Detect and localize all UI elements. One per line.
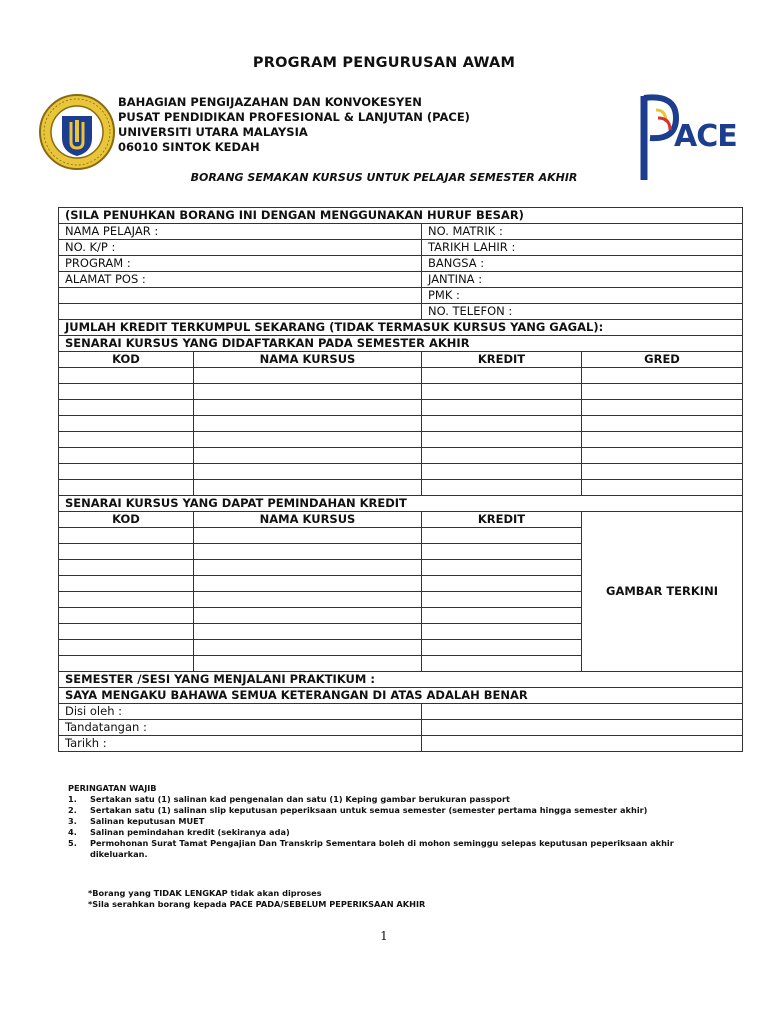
table-row <box>59 448 743 464</box>
no-telefon-field[interactable]: NO. TELEFON : <box>422 304 743 320</box>
section1-title: SENARAI KURSUS YANG DIDAFTARKAN PADA SEMESTER AKHIR <box>59 336 743 352</box>
no-kp-field[interactable]: NO. K/P : <box>59 240 422 256</box>
table-cell[interactable] <box>422 544 582 560</box>
table-row <box>59 368 743 384</box>
col-header-kredit-2: KREDIT <box>422 512 582 528</box>
table-cell[interactable] <box>422 384 582 400</box>
table-cell[interactable] <box>59 592 194 608</box>
bangsa-field[interactable]: BANGSA : <box>422 256 743 272</box>
col-header-kod: KOD <box>59 352 194 368</box>
table-cell[interactable] <box>422 528 582 544</box>
col-header-gred: GRED <box>582 352 743 368</box>
table-row <box>59 464 743 480</box>
header-line-3: UNIVERSITI UTARA MALAYSIA <box>118 125 308 139</box>
section2-title: SENARAI KURSUS YANG DAPAT PEMINDAHAN KREDIT <box>59 496 743 512</box>
table-cell[interactable] <box>194 368 422 384</box>
uum-logo <box>38 92 116 172</box>
no-matrik-field[interactable]: NO. MATRIK : <box>422 224 743 240</box>
page-number: 1 <box>380 929 388 943</box>
table-cell[interactable] <box>59 640 194 656</box>
alamat-pos-line-3[interactable] <box>59 304 422 320</box>
table-cell[interactable] <box>582 480 743 496</box>
table-cell[interactable] <box>422 560 582 576</box>
table-cell[interactable] <box>59 528 194 544</box>
table-cell[interactable] <box>59 464 194 480</box>
col-header-kredit: KREDIT <box>422 352 582 368</box>
table-cell[interactable] <box>59 544 194 560</box>
program-field[interactable]: PROGRAM : <box>59 256 422 272</box>
col-header-nama-kursus-2: NAMA KURSUS <box>194 512 422 528</box>
practicum-field[interactable]: SEMESTER /SESI YANG MENJALANI PRAKTIKUM : <box>59 672 743 688</box>
table-row <box>59 416 743 432</box>
table-cell[interactable] <box>194 592 422 608</box>
table-cell[interactable] <box>582 384 743 400</box>
table-cell[interactable] <box>59 432 194 448</box>
table-cell[interactable] <box>194 416 422 432</box>
tandatangan-blank[interactable] <box>422 720 743 736</box>
form-title: BORANG SEMAKAN KURSUS UNTUK PELAJAR SEMESTER AKHIR <box>190 171 578 184</box>
table-cell[interactable] <box>59 560 194 576</box>
table-cell[interactable] <box>59 608 194 624</box>
notes-title: PERINGATAN WAJIB <box>68 783 157 793</box>
tarikh-lahir-field[interactable]: TARIKH LAHIR : <box>422 240 743 256</box>
table-cell[interactable] <box>194 576 422 592</box>
table-row <box>59 432 743 448</box>
table-row <box>59 400 743 416</box>
table-cell[interactable] <box>194 656 422 672</box>
table-cell[interactable] <box>422 640 582 656</box>
col-header-kod-2: KOD <box>59 512 194 528</box>
photo-box[interactable]: GAMBAR TERKINI <box>582 512 743 672</box>
list-item: 5. Permohonan Surat Tamat Pengajian Dan Transkrip Sementara boleh di mohon seminggu selepas keputusan peperiksaan akhir dikeluarkan. <box>68 838 674 859</box>
table-cell[interactable] <box>582 432 743 448</box>
alamat-pos-line-2[interactable] <box>59 288 422 304</box>
alamat-pos-field[interactable]: ALAMAT POS : <box>59 272 422 288</box>
table-cell[interactable] <box>582 448 743 464</box>
table-cell[interactable] <box>194 608 422 624</box>
table-cell[interactable] <box>59 368 194 384</box>
table-cell[interactable] <box>59 624 194 640</box>
list-item: 1. Sertakan satu (1) salinan kad pengenalan dan satu (1) Keping gambar berukuran passport <box>68 794 510 804</box>
table-cell[interactable] <box>194 624 422 640</box>
header-line-2: PUSAT PENDIDIKAN PROFESIONAL & LANJUTAN (PACE) <box>118 110 470 124</box>
pmk-field[interactable]: PMK : <box>422 288 743 304</box>
list-item: 2. Sertakan satu (1) salinan slip keputusan peperiksaan untuk semua semester (semester pertama hingga semester akhir) <box>68 805 648 815</box>
table-cell[interactable] <box>59 416 194 432</box>
table-cell[interactable] <box>422 416 582 432</box>
table-cell[interactable] <box>422 448 582 464</box>
table-cell[interactable] <box>422 464 582 480</box>
table-cell[interactable] <box>194 400 422 416</box>
total-credit-field[interactable]: JUMLAH KREDIT TERKUMPUL SEKARANG (TIDAK TERMASUK KURSUS YANG GAGAL): <box>59 320 743 336</box>
footnote-1: *Borang yang TIDAK LENGKAP tidak akan diproses <box>88 888 322 898</box>
disi-oleh-blank[interactable] <box>422 704 743 720</box>
declaration-text: SAYA MENGAKU BAHAWA SEMUA KETERANGAN DI ATAS ADALAH BENAR <box>59 688 743 704</box>
jantina-field[interactable]: JANTINA : <box>422 272 743 288</box>
table-cell[interactable] <box>422 656 582 672</box>
instruction-text: (SILA PENUHKAN BORANG INI DENGAN MENGGUNAKAN HURUF BESAR) <box>59 208 743 224</box>
list-item: 3. Salinan keputusan MUET <box>68 816 205 826</box>
pace-logo <box>636 88 737 184</box>
table-cell[interactable] <box>194 640 422 656</box>
tandatangan-field[interactable]: Tandatangan : <box>59 720 422 736</box>
table-cell[interactable] <box>582 464 743 480</box>
table-cell[interactable] <box>194 560 422 576</box>
form-table <box>58 207 743 752</box>
table-cell[interactable] <box>194 480 422 496</box>
table-cell[interactable] <box>59 576 194 592</box>
notes-section <box>68 783 728 860</box>
table-cell[interactable] <box>422 608 582 624</box>
header-line-1: BAHAGIAN PENGIJAZAHAN DAN KONVOKESYEN <box>118 95 422 109</box>
table-cell[interactable] <box>194 384 422 400</box>
table-row <box>59 480 743 496</box>
table-cell[interactable] <box>194 464 422 480</box>
table-cell[interactable] <box>59 448 194 464</box>
table-cell[interactable] <box>59 656 194 672</box>
tarikh-field[interactable]: Tarikh : <box>59 736 422 752</box>
table-cell[interactable] <box>422 576 582 592</box>
table-cell[interactable] <box>194 528 422 544</box>
header-line-4: 06010 SINTOK KEDAH <box>118 140 260 154</box>
table-cell[interactable] <box>422 480 582 496</box>
tarikh-blank[interactable] <box>422 736 743 752</box>
nama-pelajar-field[interactable]: NAMA PELAJAR : <box>59 224 422 240</box>
list-item: 4. Salinan pemindahan kredit (sekiranya ada) <box>68 827 290 837</box>
table-cell[interactable] <box>422 432 582 448</box>
table-cell[interactable] <box>422 368 582 384</box>
disi-oleh-field[interactable]: Disi oleh : <box>59 704 422 720</box>
col-header-nama-kursus: NAMA KURSUS <box>194 352 422 368</box>
table-cell[interactable] <box>194 544 422 560</box>
table-cell[interactable] <box>194 432 422 448</box>
table-row <box>59 384 743 400</box>
table-cell[interactable] <box>582 368 743 384</box>
page-title: PROGRAM PENGURUSAN AWAM <box>252 55 516 71</box>
table-cell[interactable] <box>59 400 194 416</box>
table-cell[interactable] <box>59 384 194 400</box>
table-cell[interactable] <box>582 416 743 432</box>
table-cell[interactable] <box>422 400 582 416</box>
footnotes <box>88 888 425 910</box>
table-cell[interactable] <box>422 592 582 608</box>
table-cell[interactable] <box>194 448 422 464</box>
table-cell[interactable] <box>59 480 194 496</box>
footnote-2: *Sila serahkan borang kepada PACE PADA/SEBELUM PEPERIKSAAN AKHIR <box>88 899 426 909</box>
table-cell[interactable] <box>582 400 743 416</box>
svg-text:ACE: ACE <box>674 119 737 154</box>
table-cell[interactable] <box>422 624 582 640</box>
